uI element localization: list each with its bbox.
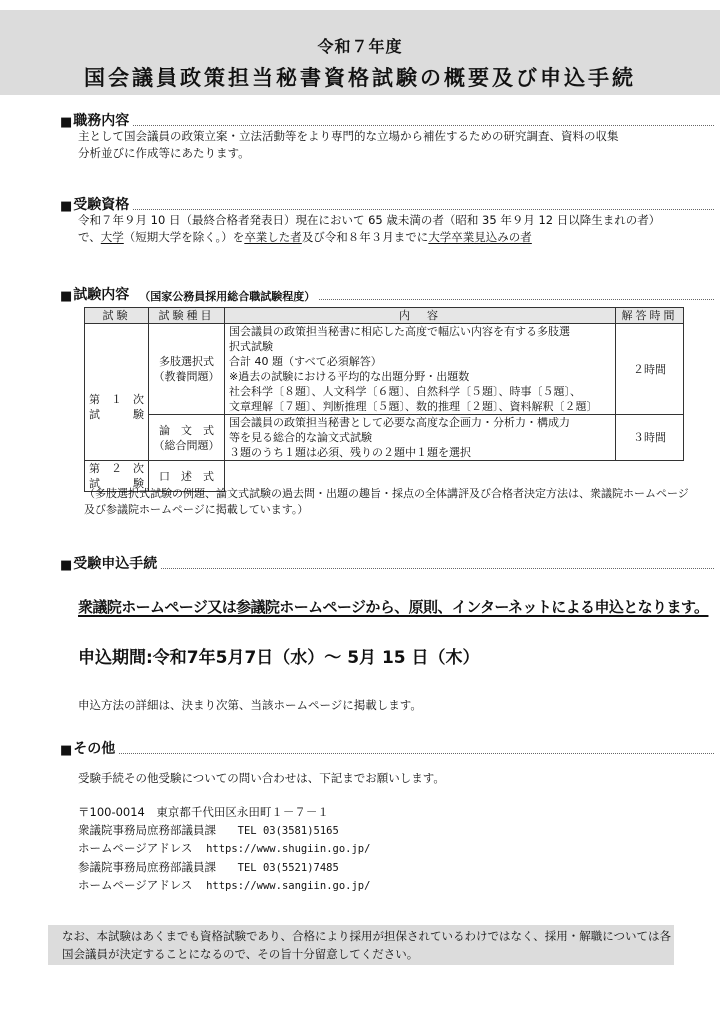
stage-label: 第 １ 次 試 験 [85,324,149,461]
contact-row: ホームページアドレス https://www.shugiin.go.jp/ [78,841,371,855]
contact-row: ホームページアドレス https://www.sangiin.go.jp/ [78,878,371,892]
dotted-leader [161,568,714,569]
exam-type: 多肢選択式 （教養問題） [149,324,225,415]
section-title: 受験申込手続 [73,556,158,572]
eligibility-text: 令和７年９月 10 日（最終合格者発表日）現在において 65 歳未満の者（昭和 35 年９月 12 日以降生まれの者） で、大学（短期大学を除く。）を卒業した者及び令和８年３月までに大学卒業見込みの者 [78,213,661,244]
dotted-leader [133,209,714,210]
dotted-leader [319,299,714,300]
underlined-expected-graduate: 大学卒業見込みの者 [428,230,532,244]
homepage-link[interactable]: https://www.shugiin.go.jp/ [206,843,371,855]
application-period: 申込期間:令和7年5月7日（水）～ 5月 15 日（木） [78,648,480,668]
contact-block [78,804,370,896]
table-header-row [85,308,684,324]
homepage-link[interactable]: https://www.sangiin.go.jp/ [206,880,371,892]
column-header: 内 容 [225,308,616,324]
answer-time: ２時間 [616,324,684,415]
section-heading-duties [60,110,714,130]
square-bullet-icon: ■ [60,289,73,304]
exam-type: 口 述 式 [149,461,225,492]
stage-label: 第 ２ 次 試 験 [85,461,149,492]
exam-footnote: （多肢選択式試験の例題、論文式試験の過去問・出題の趣旨・採点の全体講評及び合格者決定方法は、衆議院ホームページ 及び参議院ホームページに掲載しています。） [84,487,689,516]
section-title: 受験資格 [73,197,130,213]
section-heading-exam [60,284,714,304]
section-heading-eligibility [60,194,714,214]
inquiry-intro: 受験手続その他受験についての問い合わせは、下記までお願いします。 [78,771,445,785]
column-header: 試験 [85,308,149,324]
duties-text: 主として国会議員の政策立案・立法活動等をより専門的な立場から補佐するための研究調査、資料の収集 分析並びに作成等にあたります。 [78,129,619,160]
dotted-leader [133,125,714,126]
exam-content: 国会議員の政策担当秘書として必要な高度な企画力・分析力・構成力 等を見る総合的な論文式試験 ３題のうち１題は必須、残りの２題中１題を選択 [225,415,616,461]
exam-type: 論 文 式 （総合問題） [149,415,225,461]
phone-number: TEL 03(5521)7485 [237,861,339,874]
square-bullet-icon: ■ [60,743,73,758]
disclaimer-note: なお、本試験はあくまでも資格試験であり、合格により採用が担保されているわけではなく、採用・解職については各 国会議員が決定することになるので、その旨十分留意してください。 [48,925,674,965]
exam-table [84,307,684,492]
underlined-university: 大学 [100,230,124,244]
fiscal-year: 令和７年度 [317,37,403,56]
section-title: その他 [73,741,116,757]
section-heading-application [60,553,714,573]
dotted-leader [119,753,714,754]
eligibility-line2: で、大学（短期大学を除く。）を卒業した者及び令和８年３月までに大学卒業見込みの者 [78,230,532,244]
table-row [85,324,684,415]
page-title: 国会議員政策担当秘書資格試験の概要及び申込手続 [84,66,636,90]
section-title: 職務内容 [73,113,130,129]
phone-number: TEL 03(3581)5165 [237,824,339,837]
application-method: 衆議院ホームページ又は参議院ホームページから、原則、インターネットによる申込となります。 [78,598,709,616]
table-row [85,415,684,461]
section-title: 試験内容 [73,287,130,303]
exam-content: 国会議員の政策担当秘書に相応した高度で幅広い内容を有する多肢選 択式試験 合計 40 題（すべて必須解答） ※過去の試験における平均的な出題分野・出題数 社会科学〔８題〕、人文科学〔６題〕、自然科学〔５題〕、時事〔５題〕、 文章理解〔７題〕、判断推理〔５題〕、数的推理〔２題〕、資料解釈〔２題〕 [225,324,616,415]
column-header: 試験種目 [149,308,225,324]
page-header [0,10,720,95]
section-note: （国家公務員採用総合職試験程度） [139,290,316,303]
column-header: 解答時間 [616,308,684,324]
answer-time: ３時間 [616,415,684,461]
contact-row: 参議院事務局庶務部議員課 TEL 03(5521)7485 [78,859,339,874]
contact-row: 衆議院事務局庶務部議員課 TEL 03(3581)5165 [78,822,339,837]
application-details: 申込方法の詳細は、決まり次第、当該ホームページに掲載します。 [78,698,422,712]
postal-address: 〒100-0014 東京都千代田区永田町１－７－１ [78,805,329,819]
square-bullet-icon: ■ [60,558,73,573]
underlined-graduated: 卒業した者 [244,230,302,244]
square-bullet-icon: ■ [60,115,73,130]
section-heading-other [60,738,714,758]
square-bullet-icon: ■ [60,199,73,214]
